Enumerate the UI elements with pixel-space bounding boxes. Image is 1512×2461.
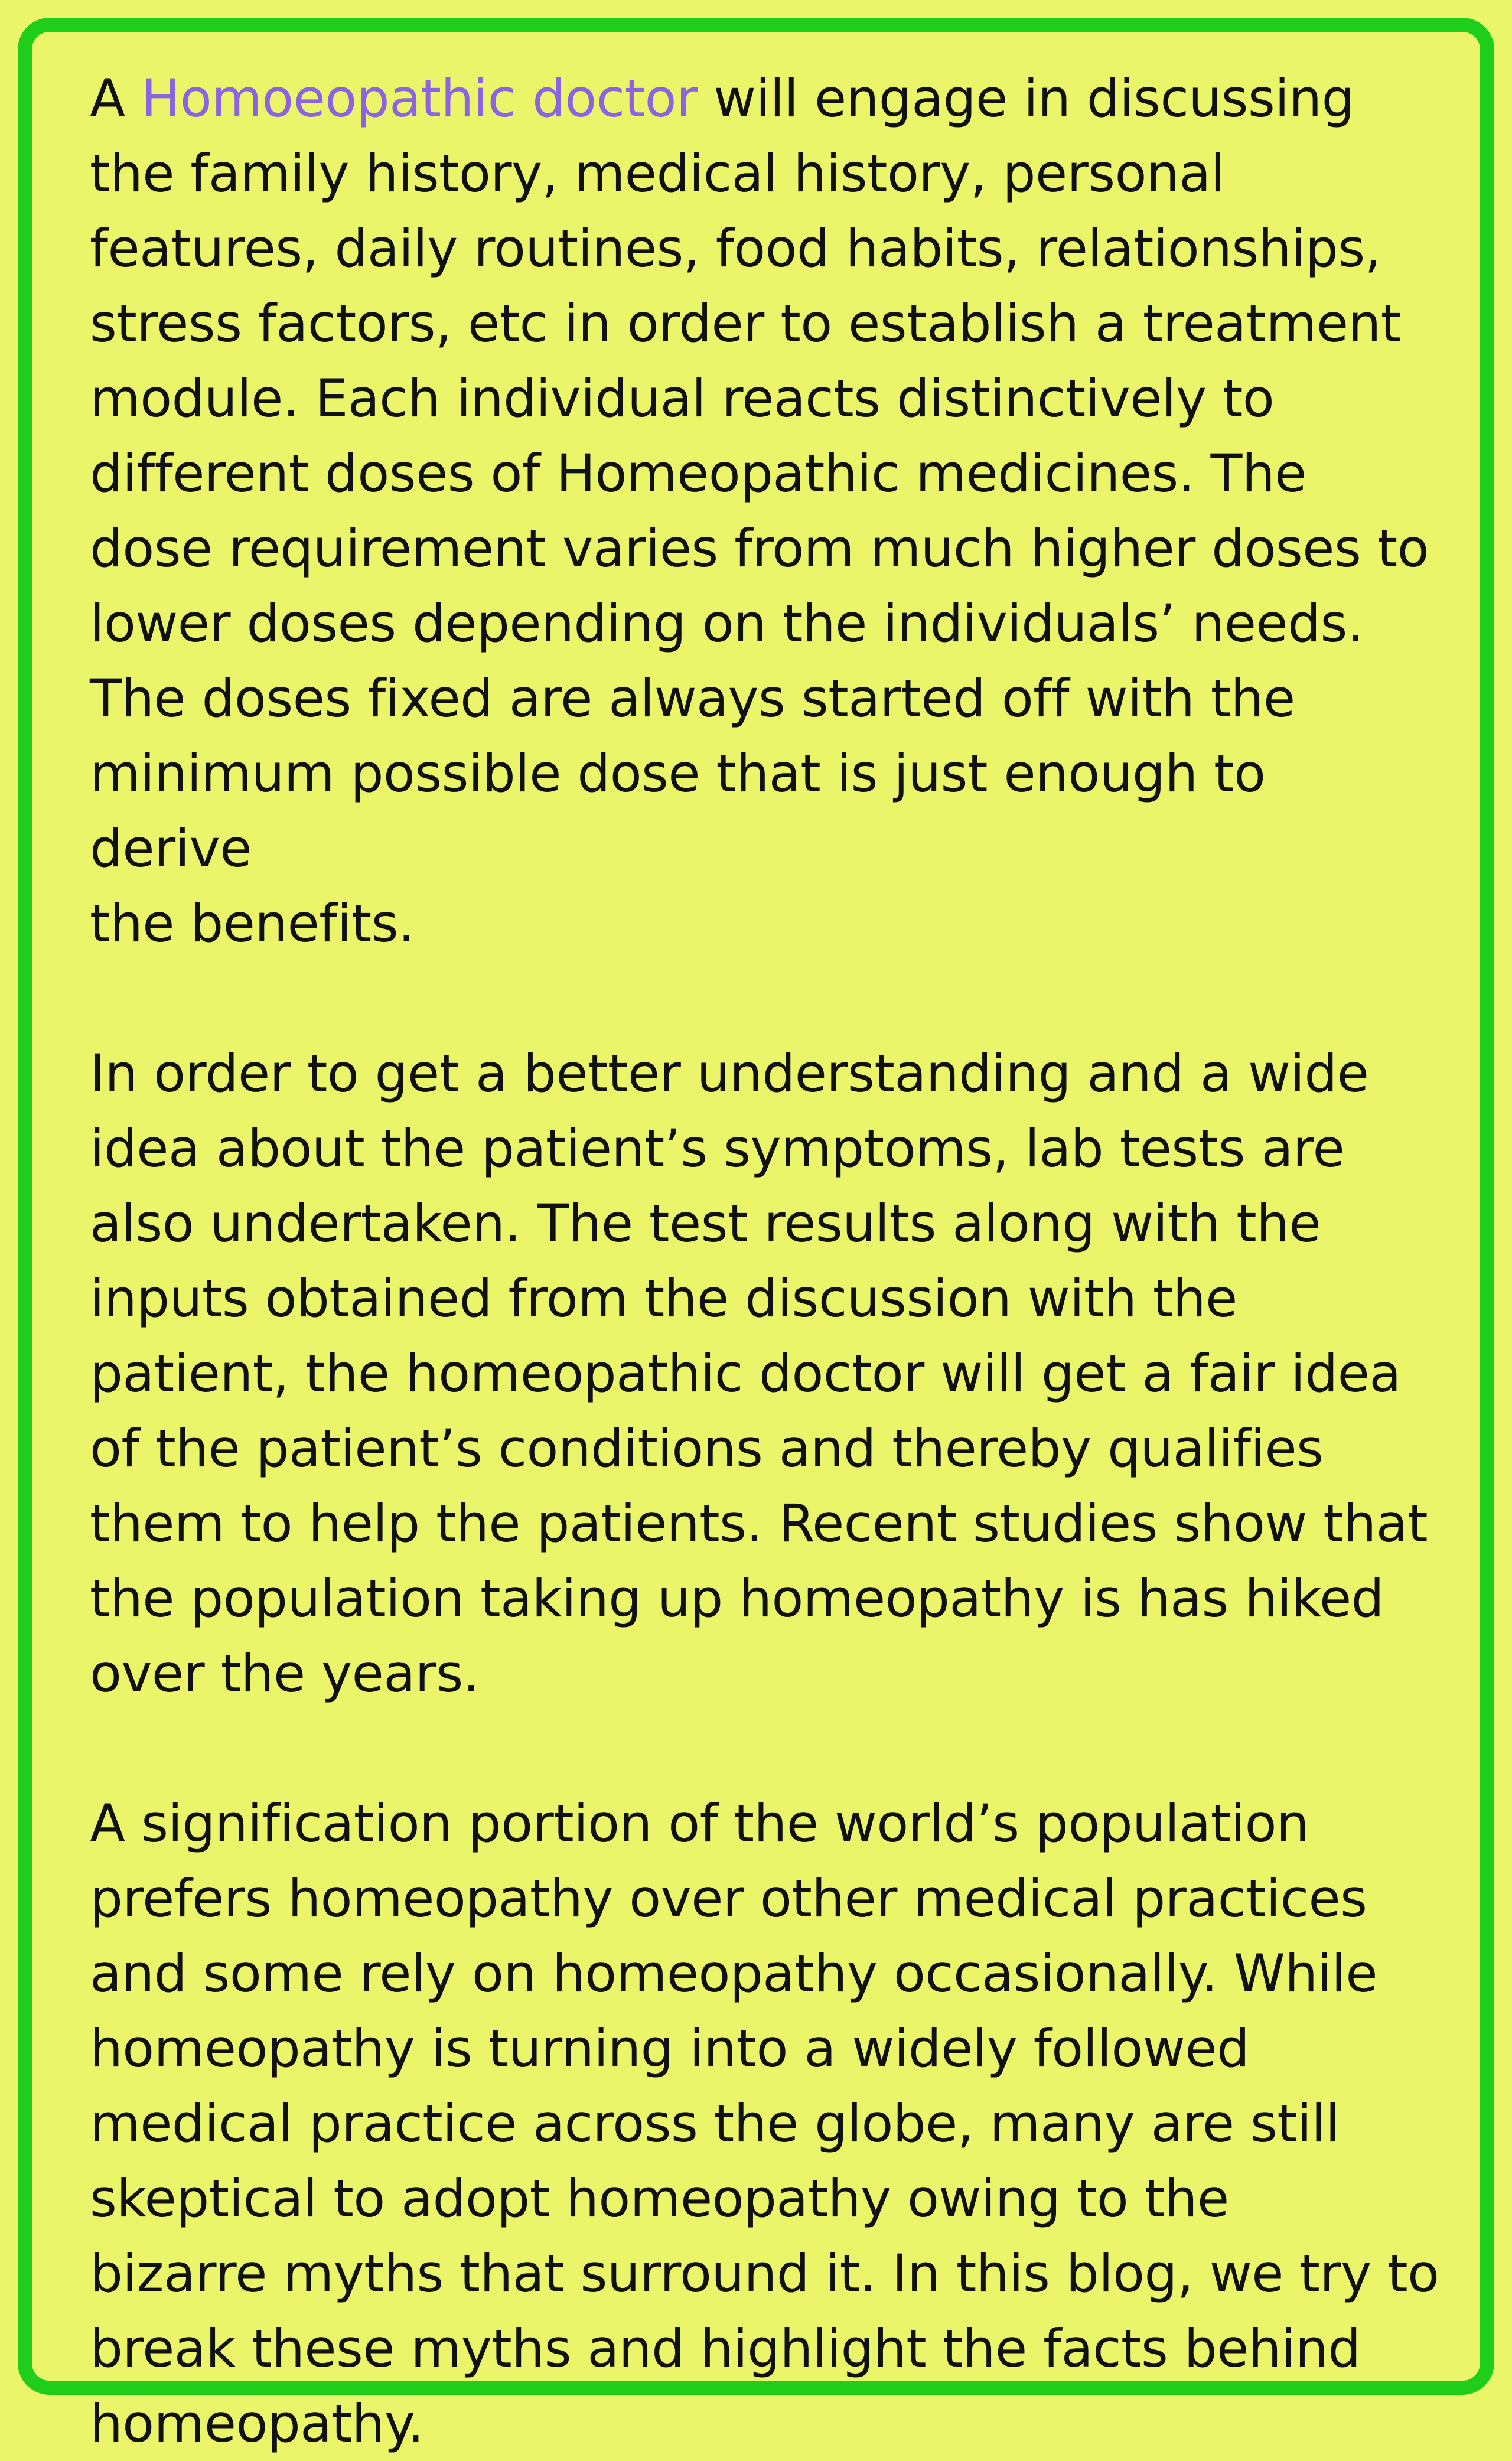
paragraph-2: In order to get a better understanding and a wide idea about the patient’s symptoms, lab tests are also undertaken. The test results along with the inputs obtained from the discussion with the patient, the homeopathic doctor will get a fair idea of the patient’s conditions and thereby qualifies them to help the patients. Recent studies show that the population taking up homeopathy is has hiked over the years. [90, 1043, 1428, 1704]
paragraph-1-rest: will engage in discussing the family history, medical history, personal features, daily routines, food habits, relationships, stress factors, etc in order to establish a treatment module. Each individual reacts distinctively to different doses of Homeopathic medicines. The dose requirement varies from much higher doses to lower doses depending on the individuals’ needs. The doses fixed are always started off with the minimum possible dose that is just enough to derive the benefits. [90, 68, 1429, 954]
paragraph-1 [90, 61, 1442, 961]
paragraph-3: A signification portion of the world’s population prefers homeopathy over other medical practices and some rely on homeopathy occasionally. While homeopathy is turning into a widely followed medical practice across the globe, many are still skeptical to adopt homeopathy owing to the bizarre myths that surround it. In this blog, we try to break these myths and highlight the facts behind homeopathy. [90, 1793, 1439, 2454]
paragraph-1-prefix: A [90, 68, 142, 129]
homoeopathic-doctor-link[interactable]: Homoeopathic doctor [141, 68, 698, 129]
article-body [90, 61, 1442, 2461]
